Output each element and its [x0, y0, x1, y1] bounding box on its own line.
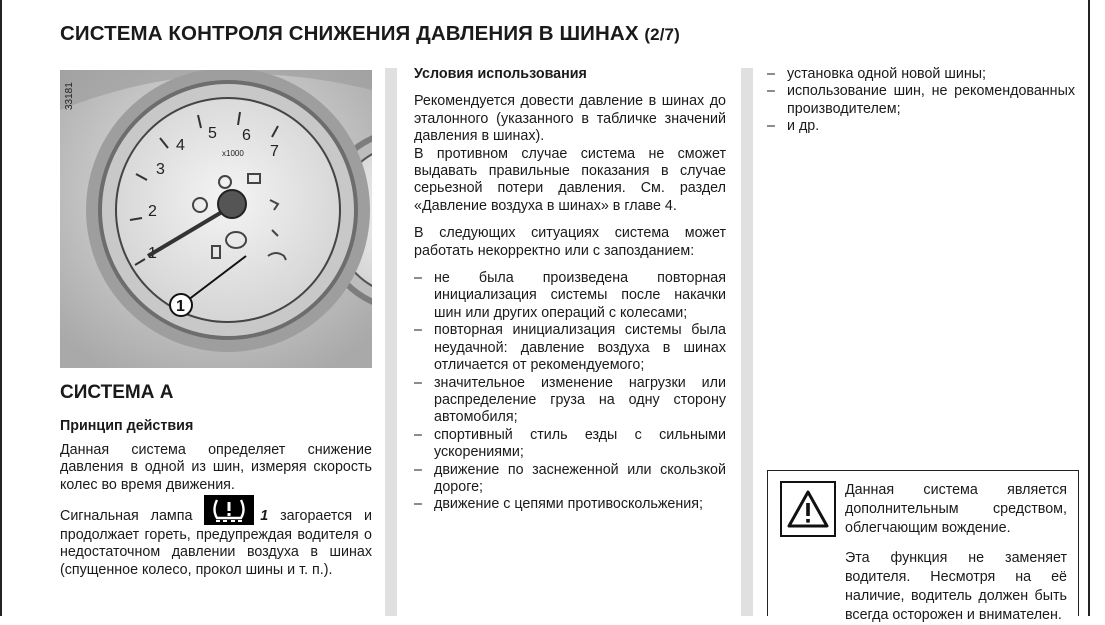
tick-label: 4 [176, 137, 185, 154]
callout-number: 1 [176, 298, 185, 315]
subheading: Условия использования [414, 66, 587, 82]
dashboard-photo [60, 70, 372, 368]
list-item: – движение по заснеженной или скользкой дороге; [414, 461, 726, 495]
warning-triangle-icon [780, 481, 836, 537]
warning-paragraph: Эта функция не заменяет водителя. Несмотря на её наличие, водитель должен быть всегда осторожен и внимателен. [845, 550, 1067, 623]
page-number: (2/7) [644, 25, 680, 44]
tick-label: 6 [242, 127, 251, 144]
warning-text [845, 481, 1067, 625]
figure-code: 33181 [64, 82, 75, 110]
right-column [767, 66, 1075, 136]
tach-unit: x1000 [222, 149, 244, 158]
page-margin [1092, 0, 1105, 616]
tpms-warning-lamp-icon [204, 495, 254, 525]
column-divider [741, 68, 753, 616]
list-item: – повторная инициализация системы была неудачной: давление воздуха в шинах отличается от рекомендуемого; [414, 322, 726, 374]
tick-label: 7 [270, 143, 279, 160]
paragraph: В противном случае система не сможет выдавать правильные показания в случае серьезной потери давления. См. раздел «Давление воздуха в шинах» в главе 4. [414, 145, 726, 214]
paragraph: В следующих ситуациях система может работать некорректно или с запозданием: [414, 225, 726, 259]
lamp-prefix: Сигнальная лампа [60, 507, 193, 524]
lamp-suffix: загорается и продолжает гореть, предупреждая водителя о недостаточном давлении воздуха в шинах (спущенное колесо, прокол шины и т. п.). [60, 507, 372, 578]
list-item: – использование шин, не рекомендованных производителем; [767, 83, 1075, 117]
page-title-main: СИСТЕМА КОНТРОЛЯ СНИЖЕНИЯ ДАВЛЕНИЯ В ШИНАХ [60, 22, 639, 45]
list-item: – установка одной новой шины; [767, 66, 986, 82]
list-item: – значительное изменение нагрузки или распределение груза на одну сторону автомобиля; [414, 374, 726, 426]
middle-column [414, 66, 726, 514]
warning-paragraph: Данная система является дополнительным средством, облегчающим вождение. [845, 482, 1067, 536]
list-item: – движение с цепями противоскольжения; [414, 496, 703, 513]
list-item: – не была произведена повторная инициализация системы после накачки шин или других операций с колесами; [414, 270, 726, 321]
tick-label: 2 [148, 203, 157, 220]
tick-label: 3 [156, 161, 165, 178]
warning-box [767, 470, 1079, 623]
list-item: – спортивный стиль езды с сильными ускорениями; [414, 426, 726, 461]
tick-label: 5 [208, 125, 217, 142]
column-divider [385, 68, 397, 616]
paragraph: Данная система определяет снижение давления в одной из шин, измеряя скорость колес во время движения. [60, 441, 372, 493]
lamp-ref: 1 [260, 507, 269, 524]
left-column [60, 384, 372, 579]
paragraph: Рекомендуется довести давление в шинах до эталонного (указанного в табличке значений давления в шинах). [414, 93, 726, 145]
lamp-paragraph [60, 505, 372, 579]
list-item: – и др. [767, 118, 820, 135]
dashboard-illustration [60, 70, 372, 368]
subheading: Принцип действия [60, 418, 194, 435]
page-title [60, 22, 680, 46]
section-heading: СИСТЕМА А [60, 382, 174, 403]
